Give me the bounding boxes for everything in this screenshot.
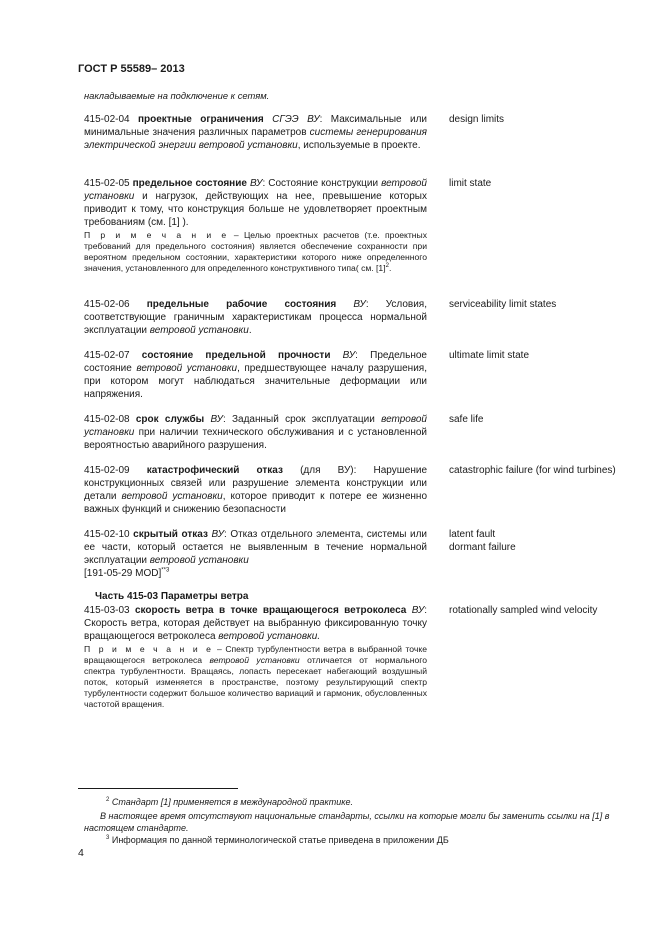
english-term-2: dormant failure [449,542,516,553]
term-definition: : Условия, соответствующие граничным характеристикам процесса нормальной эксплуатации [84,299,428,336]
term-definition-italic: системы генерирования электрической энергии ветровой установки [84,127,427,151]
english-equivalent: serviceability limit states [449,299,557,310]
footnote-number: 2 [106,797,110,803]
term-id: 415-02-07 [84,350,130,361]
note-end: . [388,263,392,273]
term-domain: ВУ [353,299,366,310]
english-equivalent: catastrophic failure (for wind turbines) [449,465,616,476]
term-id: 415-02-10 [84,529,130,540]
term-domain: ВУ [249,178,263,189]
term-entry-415-02-08 [84,413,427,452]
english-equivalent: design limits [449,114,505,125]
term-entry-415-03-03 [84,604,427,710]
page-number: 4 [78,847,84,859]
term-definition-end: . [248,325,252,336]
term-definition-italic: ветровой установки [84,414,427,438]
continuation-text: накладываемые на подключение к сетям. [84,90,270,101]
english-equivalent [449,528,624,554]
term-domain: ВУ [342,350,356,361]
term-domain: ВУ [411,605,425,616]
term-id: 415-02-04 [84,114,130,125]
note-text-end: отличается от нормального спектра турбулентности. Вращаясь, лопасть пересекает набегающий воздушный поток, который изменяется в пространстве, поэтому результирующий спектр турбулентности содержит большое количество вариаций и гармоник, обусловленных частотой вращения. [84,655,427,709]
term-definition-end: при наличии технического обслуживания и с установленной вероятностью аварийного разрушения. [84,427,427,451]
term-definition: : Максимальные или минимальные значения различных параметров [84,114,427,138]
term-note [84,230,427,274]
term-definition-end: , которое приводит к потере ее жизненно важных функций и снижению безопасности [84,491,427,515]
note-text: – Целью проектных расчетов (т.е. проектных требований для предельного состояния) является обеспечение сохранности при вероятном предельном состоянии, характеристики которого ниже определенного значения, установленного для определенного конструктивного типа( см. [1] [84,230,428,273]
term-note [84,644,427,710]
term-definition-italic: ветровой установки [149,555,249,566]
footnote-divider [78,788,238,789]
term-definition: : Нарушение конструкционных связей или разрушение элемента конструкции или детали [84,465,428,502]
term-name: скрытый отказ [133,529,208,540]
term-definition: : Предельное состояние [84,350,427,374]
note-text: – Спектр турбулентности ветра в выбранной точке вращающегося ветроколеса [84,644,428,665]
english-term-1: latent fault [449,529,496,540]
term-name: предельные рабочие состояния [146,299,337,310]
note-label: П р и м е ч а н и е [84,644,214,654]
term-entry-415-02-09 [84,464,427,516]
term-name: срок службы [135,414,205,425]
english-equivalent: ultimate limit state [449,350,530,361]
term-definition-italic: ветровой установки [136,363,238,374]
term-definition-italic: ветровой установки [84,178,427,202]
term-definition-italic: ветровой установки [121,491,223,502]
term-id: 415-02-06 [84,299,130,310]
note-label: П р и м е ч а н и е [84,230,229,240]
term-definition-end: , предшествующее началу разрушения, при котором могут наблюдаться значительные деформации или напряжения. [84,363,427,400]
term-name: скорость ветра в точке вращающегося ветроколеса [134,605,407,616]
term-name: предельное состояние [132,178,247,189]
reference-code: [191-05-29 MOD] [84,568,162,579]
footnote-number: 3 [106,835,110,841]
english-equivalent: safe life [449,414,484,425]
term-definition-italic: ветровой установки. [218,631,321,642]
term-reference: [191-05-29 MOD]$^{**3}$ [84,567,170,579]
term-entry-415-02-05 [84,177,427,274]
term-domain: ВУ [210,414,223,425]
term-definition-italic: ветровой установки [149,325,249,336]
term-id: 415-03-03 [84,605,130,616]
footnote-text: Стандарт [1] применяется в международной практике. [111,797,354,807]
term-entry-415-02-04 [84,113,427,152]
term-name: состояние предельной прочности [141,350,331,361]
note-text-italic: ветровой установки [209,655,300,665]
footnote-ref: 2 [385,263,389,270]
page-title: ГОСТ Р 55589– 2013 [78,63,185,75]
term-entry-415-02-06 [84,298,427,337]
term-domain: ВУ [211,529,224,540]
term-entry-415-02-10 [84,528,427,580]
term-definition: : Отказ отдельного элемента, системы или ее части, который остается не выявленным в течение нормальной эксплуатации [84,529,428,566]
section-title: Часть 415-03 Параметры ветра [95,591,249,602]
footnote-3 [106,834,449,846]
term-definition-end: , используемые в проекте. [297,140,421,151]
english-equivalent: rotationally sampled wind velocity [449,605,598,616]
term-id: 415-02-08 [84,414,130,425]
term-domain: СГЭЭ ВУ [272,114,320,125]
term-definition: : Состояние конструкции [262,178,382,189]
footnote-2-extra: В настоящее время отсутствуют национальные стандарты, ссылки на которые могли бы заменить ссылки на [1] в настоящем стандарте. [84,811,610,833]
footnote-2 [106,796,353,808]
footnote-text: Информация по данной терминологической статье приведена в приложении ДБ [111,835,449,845]
term-id: 415-02-09 [84,465,130,476]
term-id: 415-02-05 [84,178,130,189]
english-equivalent: limit state [449,178,492,189]
term-domain: (для ВУ) [282,465,354,476]
footnote-ref: 3 [165,567,170,574]
term-name: проектные ограничения [137,114,264,125]
term-name: катастрофический отказ [146,465,283,476]
term-definition: : Заданный срок эксплуатации [222,414,382,425]
term-entry-415-02-07 [84,349,427,401]
term-definition: : Скорость ветра, которая действует на выбранную фиксированную точку вращающегося ветроколеса [84,605,428,642]
term-definition-end: и нагрузок, действующих на нее, превышение которых приводит к тому, что конструкция больше не удовлетворяет проектным требованиям (см. [1] ). [84,191,427,228]
